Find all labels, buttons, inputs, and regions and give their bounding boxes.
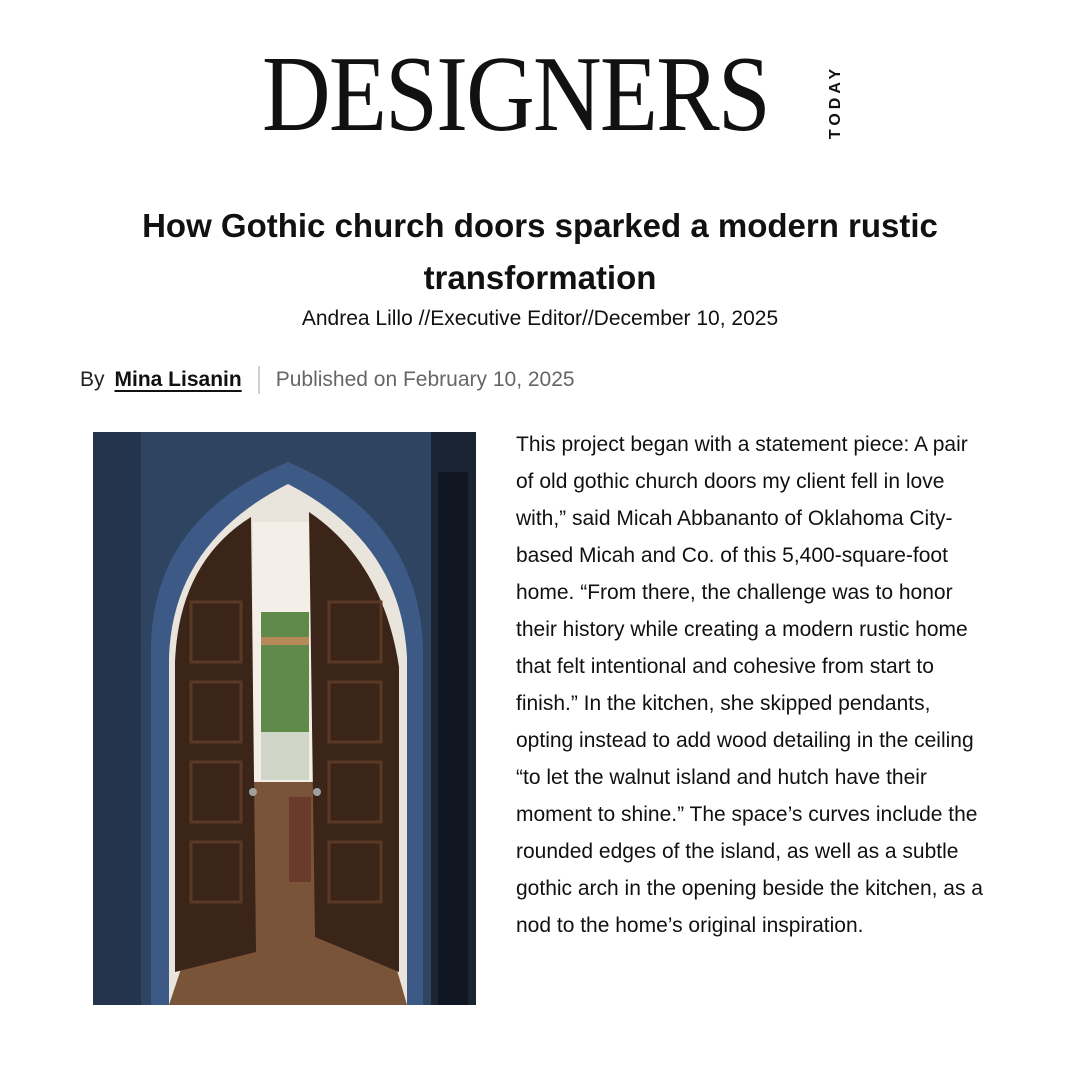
logo-wordmark[interactable]: DESIGNERS — [262, 35, 769, 154]
byline — [80, 364, 575, 396]
logo-side-text: TODAY — [827, 64, 844, 140]
article-photo-gothic-doors — [93, 432, 476, 1005]
photo-right-door-knob — [313, 788, 321, 796]
editor-credit: Andrea Lillo //Executive Editor//December 10, 2025 — [301, 307, 779, 330]
byline-divider — [258, 366, 260, 394]
photo-left-wall-shadow — [93, 432, 141, 1005]
photo-left-door-knob — [249, 788, 257, 796]
photo-beam — [261, 637, 309, 645]
byline-by-label: By — [80, 368, 105, 391]
article-body: This project began with a statement piece: A pair of old gothic church doors my client fell in love with,” said Micah Abbananto of Oklahoma City-based Micah and Co. of this 5,400-square-foot home. “From there, the challenge was to honor their history while creating a modern rustic home that felt intentional and cohesive from start to finish.” In the kitchen, she skipped pendants, opting instead to add wood detailing in the ceiling “to let the walnut island and hutch have their moment to shine.” The space’s curves include the rounded edges of the island, as well as a subtle gothic arch in the opening beside the kitchen, as a nod to the home’s original inspiration. — [516, 433, 983, 937]
masthead — [0, 35, 1080, 154]
photo-window-light — [261, 732, 309, 780]
article-headline: How Gothic church doors sparked a modern rustic transformation — [142, 207, 938, 296]
author-link[interactable]: Mina Lisanin — [114, 368, 242, 391]
photo-right-door-edge — [438, 472, 468, 1005]
publish-date: Published on February 10, 2025 — [275, 368, 575, 391]
photo-rug — [289, 797, 311, 882]
